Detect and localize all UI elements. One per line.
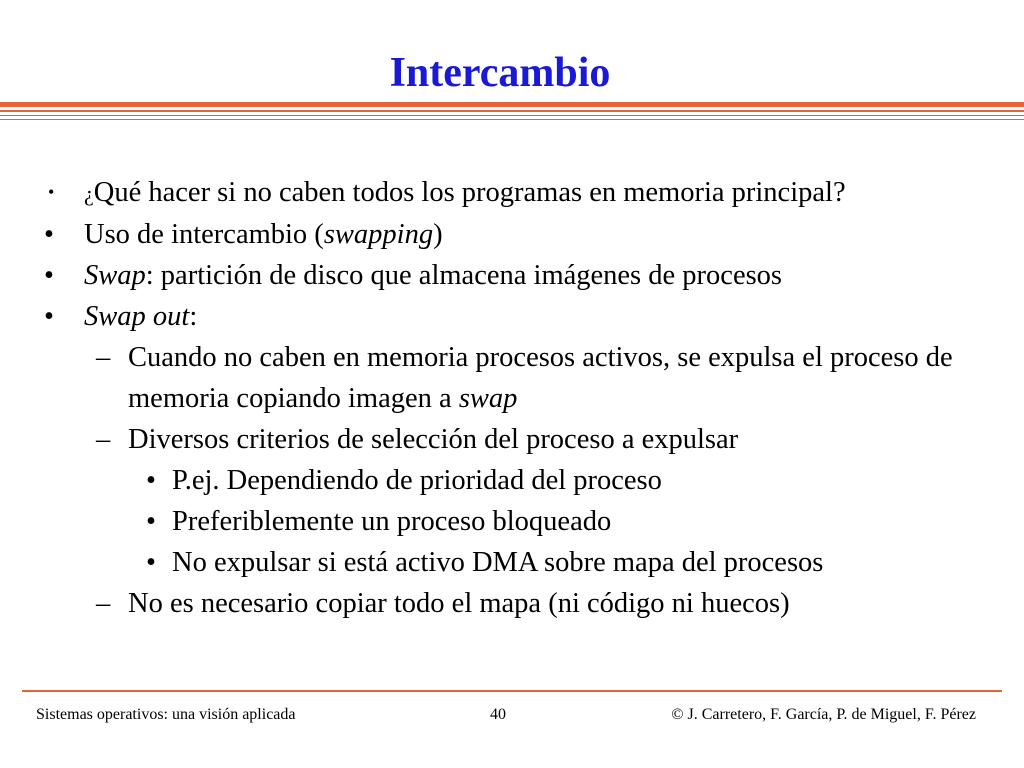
footer-copyright: © J. Carretero, F. García, P. de Miguel, F. Pérez [671,706,976,723]
bullet-marker: • [44,301,54,332]
bullet-text: : partición de disco que almacena imágenes de procesos [145,260,783,291]
footer-page-number: 40 [490,706,506,723]
sub-sub-bullet-dma [0,542,1024,583]
title-rule-thick [0,102,1024,107]
footer-book-title: Sistemas operativos: una visión aplicada [36,706,296,723]
sub-bullet-copy [0,583,1024,624]
title-rule-thin [0,115,1024,116]
bullet-swap-out [0,296,1024,337]
sub-bullet-text: No es necesario copiar todo el mapa (ni código ni huecos) [128,588,790,619]
bullet-question [0,172,1024,214]
dash-marker: – [96,588,111,619]
sub-sub-bullet-text: No expulsar si está activo DMA sobre mapa del procesos [172,547,824,578]
title-rule-medium [0,110,1024,112]
bullet-marker: • [146,547,156,578]
bullet-text: : [189,301,198,332]
bullet-marker: • [44,219,54,250]
dash-marker: – [96,424,111,455]
footer-rule [22,690,1002,692]
bullet-marker: • [44,260,54,291]
bullet-swapping [0,214,1024,255]
bullet-text: Uso de intercambio ( [84,219,324,250]
bullet-emphasis: Swap out [84,301,190,332]
bullet-text-end: ) [433,219,443,250]
bullet-emphasis: Swap [84,260,146,291]
sub-bullet-text: Diversos criterios de selección del proceso a expulsar [128,424,739,455]
bullet-marker: • [146,465,156,496]
bullet-emphasis: swapping [323,219,434,250]
slide-title: Intercambio [389,50,611,96]
sub-bullet-expel [0,337,1024,419]
bullet-marker: • [48,182,55,202]
sub-sub-bullet-text: Preferiblemente un proceso bloqueado [172,506,612,537]
dash-marker: – [96,342,111,373]
sub-sub-bullet-priority [0,460,1024,501]
sub-bullet-criteria [0,419,1024,460]
sub-sub-bullet-blocked [0,501,1024,542]
sub-sub-bullet-text: P.ej. Dependiendo de prioridad del proceso [172,465,662,496]
title-rule-hairline [0,119,1024,120]
sub-bullet-text: Cuando no caben en memoria procesos activos, se expulsa el proceso de memoria copiando imagen a [128,342,953,414]
slide-body [0,172,1024,624]
inverted-question-mark: ¿ [84,181,94,206]
bullet-text: Qué hacer si no caben todos los programas en memoria principal? [93,177,846,208]
sub-bullet-emphasis: swap [458,383,518,414]
bullet-marker: • [146,506,156,537]
bullet-swap-partition [0,255,1024,296]
